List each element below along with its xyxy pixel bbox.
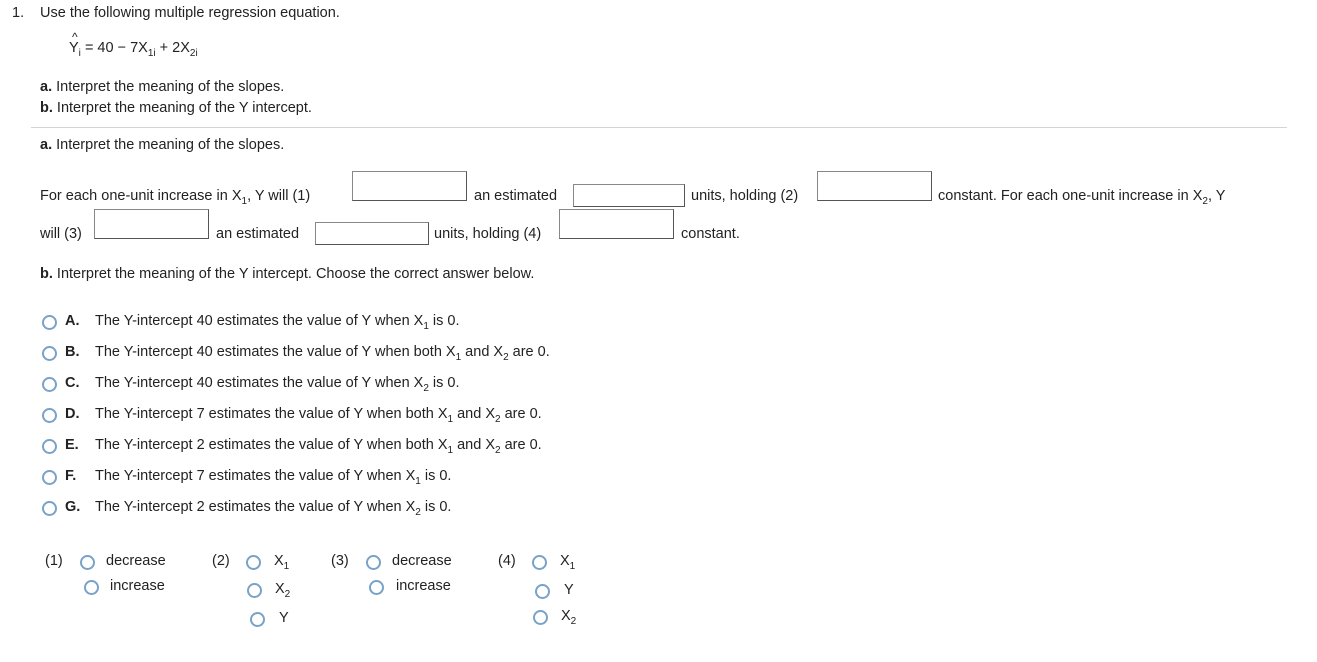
sentence-part-1: For each one-unit increase in $X_1$, Y will (1) <box>40 188 311 207</box>
option-letter: A. <box>65 313 80 329</box>
option-text: The Y-intercept 40 estimates the value of Y when $X_1$ is 0. <box>95 313 460 332</box>
choice-3-decrease-radio[interactable] <box>366 555 381 570</box>
choice-4-x1[interactable]: $X_1$ <box>560 553 576 572</box>
choice-4-x2[interactable]: $X_2$ <box>561 608 577 627</box>
choice-2-x1[interactable]: $X_1$ <box>274 553 290 572</box>
sentence-part-4: units, holding (2) <box>691 188 799 204</box>
answer-box-4[interactable] <box>559 209 674 239</box>
choice-group-2-label: (2) <box>212 553 230 569</box>
sentence-part-3: an estimated <box>474 188 558 204</box>
hat-symbol: ^ <box>72 30 78 44</box>
part-a-question: a. Interpret the meaning of the slopes. <box>40 79 285 95</box>
option-letter: D. <box>65 406 80 422</box>
option-text: The Y-intercept 40 estimates the value of Y when both $X_1$ and $X_2$ are 0. <box>95 344 550 363</box>
choice-2-y-radio[interactable] <box>250 612 265 627</box>
choice-2-y[interactable]: Y <box>279 610 289 626</box>
choice-1-decrease-radio[interactable] <box>80 555 95 570</box>
section-b-heading: b. Interpret the meaning of the Y intercept. Choose the correct answer below. <box>40 266 535 282</box>
choice-2-x2-radio[interactable] <box>247 583 262 598</box>
divider <box>31 127 1287 128</box>
choice-1-increase[interactable]: increase <box>110 578 165 594</box>
sentence-part-5: constant. For each one-unit increase in $X_2$, Y <box>938 188 1226 207</box>
sentence-part-8: an estimated <box>216 226 300 242</box>
choice-group-4-label: (4) <box>498 553 516 569</box>
part-b-question: b. Interpret the meaning of the Y intercept. <box>40 100 312 116</box>
choice-4-y[interactable]: Y <box>564 582 574 598</box>
choice-3-decrease[interactable]: decrease <box>392 553 452 569</box>
option-letter: B. <box>65 344 80 360</box>
choice-1-decrease[interactable]: decrease <box>106 553 166 569</box>
option-text: The Y-intercept 7 estimates the value of Y when $X_1$ is 0. <box>95 468 452 487</box>
choice-4-x2-radio[interactable] <box>533 610 548 625</box>
choice-4-x1-radio[interactable] <box>532 555 547 570</box>
sentence-part-7: will (3) <box>40 226 82 242</box>
sentence-part-10: constant. <box>681 226 740 242</box>
radio-button[interactable] <box>42 470 57 485</box>
section-a-heading: a. Interpret the meaning of the slopes. <box>40 137 285 153</box>
choice-2-x2[interactable]: $X_2$ <box>275 581 291 600</box>
estimate-box-2[interactable] <box>315 222 429 245</box>
radio-button[interactable] <box>42 408 57 423</box>
choice-3-increase-radio[interactable] <box>369 580 384 595</box>
option-text: The Y-intercept 40 estimates the value of Y when $X_2$ is 0. <box>95 375 460 394</box>
option-letter: F. <box>65 468 77 484</box>
radio-button[interactable] <box>42 377 57 392</box>
radio-button[interactable] <box>42 315 57 330</box>
option-text: The Y-intercept 7 estimates the value of Y when both $X_1$ and $X_2$ are 0. <box>95 406 542 425</box>
question-prompt: Use the following multiple regression equation. <box>40 5 340 21</box>
choice-2-x1-radio[interactable] <box>246 555 261 570</box>
option-letter: E. <box>65 437 79 453</box>
answer-box-3[interactable] <box>94 209 209 239</box>
option-letter: C. <box>65 375 80 391</box>
sentence-part-9: units, holding (4) <box>434 226 542 242</box>
question-number: 1. <box>12 5 25 21</box>
regression-equation: $Y_i = 40 - 7X_{1i} + 2X_{2i}$ <box>69 40 198 59</box>
option-text: The Y-intercept 2 estimates the value of Y when $X_2$ is 0. <box>95 499 452 518</box>
choice-group-3-label: (3) <box>331 553 349 569</box>
option-letter: G. <box>65 499 81 515</box>
choice-group-1-label: (1) <box>45 553 63 569</box>
choice-3-increase[interactable]: increase <box>396 578 451 594</box>
estimate-box-1[interactable] <box>573 184 685 207</box>
option-text: The Y-intercept 2 estimates the value of Y when both $X_1$ and $X_2$ are 0. <box>95 437 542 456</box>
answer-box-2[interactable] <box>817 171 932 201</box>
radio-button[interactable] <box>42 346 57 361</box>
answer-box-1[interactable] <box>352 171 467 201</box>
radio-button[interactable] <box>42 439 57 454</box>
radio-button[interactable] <box>42 501 57 516</box>
choice-1-increase-radio[interactable] <box>84 580 99 595</box>
choice-4-y-radio[interactable] <box>535 584 550 599</box>
